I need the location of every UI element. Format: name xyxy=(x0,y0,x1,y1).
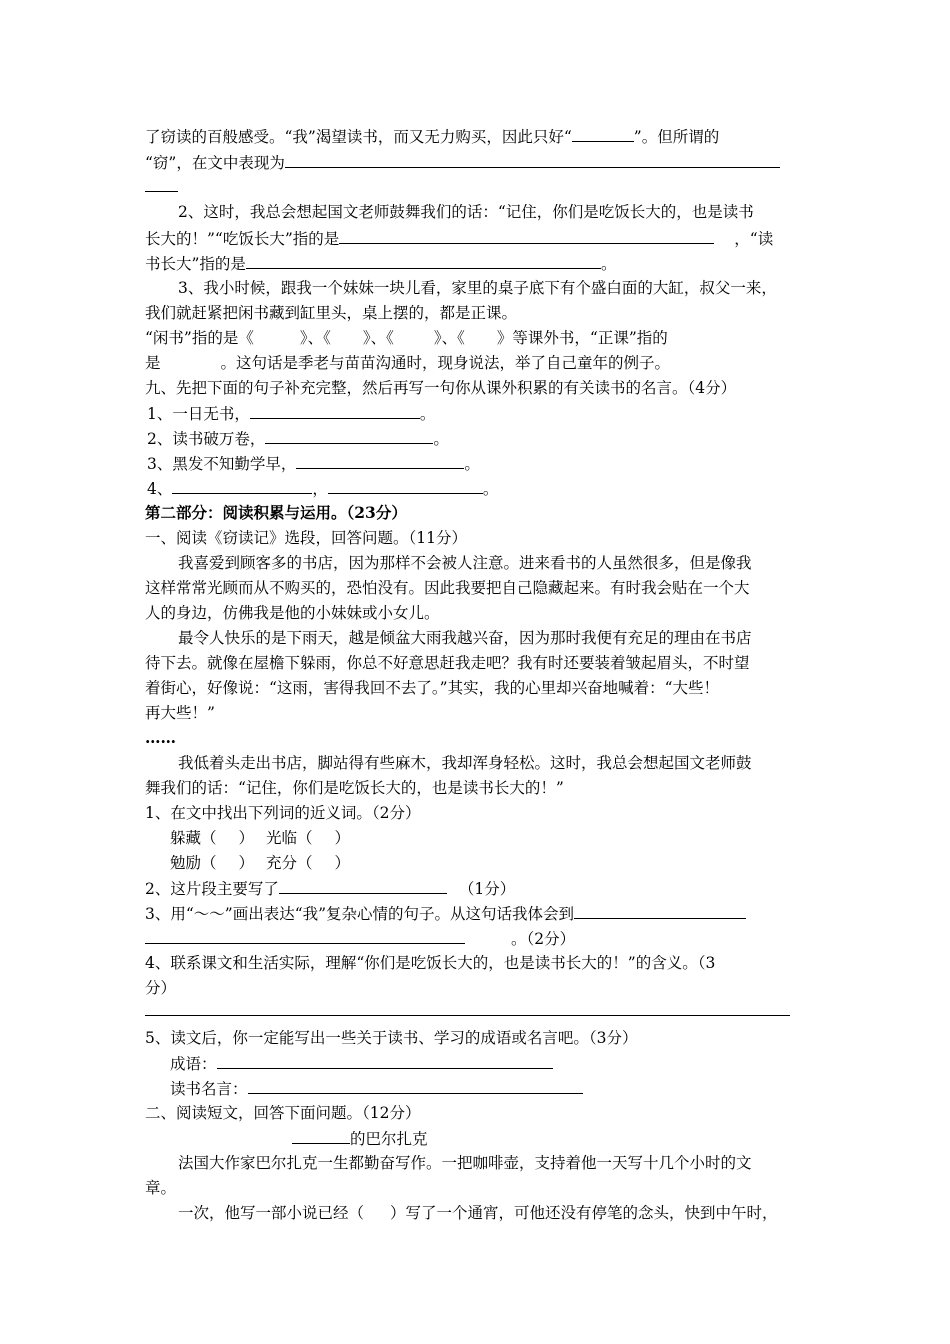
text-span: 。 xyxy=(464,455,480,473)
text-span: 3、用“～～”画出表达“我”复杂心情的句子。从这句话我体会到 xyxy=(145,905,575,923)
passage-line xyxy=(145,603,440,623)
text-line xyxy=(145,1000,790,1021)
answer-blank[interactable] xyxy=(285,152,780,168)
text-span: 4、联系课文和生活实际，理解“你们是吃饭长大的，也是读书长大的！”的含义。（3 xyxy=(145,954,716,972)
question-heading xyxy=(145,528,467,548)
passage-line xyxy=(145,778,564,798)
passage-title xyxy=(292,1128,428,1149)
text-span: 成语： xyxy=(170,1055,217,1073)
answer-blank[interactable] xyxy=(172,478,312,494)
text-line xyxy=(145,126,719,147)
text-span: 九、先把下面的句子补充完整，然后再写一句你从课外积累的有关读书的名言。（4分） xyxy=(145,379,737,397)
text-line xyxy=(147,453,480,474)
idiom-line xyxy=(170,1053,553,1074)
passage-line xyxy=(178,628,752,648)
text-span: 。 xyxy=(419,405,436,423)
text-span: 是 xyxy=(145,354,161,372)
text-span: ”。但所谓的 xyxy=(633,128,720,146)
text-span: 待下去。就像在屋檐下躲雨，你总不好意思赶我走吧？我有时还要装着皱起眉头，不时望 xyxy=(145,654,750,672)
text-span: 最令人快乐的是下雨天，越是倾盆大雨我越兴奋，因为那时我便有充足的理由在书店 xyxy=(178,629,752,647)
text-span: ） xyxy=(334,854,351,872)
text-span: 2、这时，我总会想起国文老师鼓舞我们的话：“记住，你们是吃饭长大的，也是读书 xyxy=(178,203,754,221)
text-span: 。这句话是季老与苗苗沟通时，现身说法，举了自己童年的例子。 xyxy=(220,354,671,372)
section-title xyxy=(145,503,407,523)
answer-blank[interactable] xyxy=(248,1078,583,1094)
text-span: 着街心，好像说：“这雨，害得我回不去了。”其实，我的心里却兴奋地喊着：“大些！ xyxy=(145,679,720,697)
text-span: 。（2分） xyxy=(511,930,576,948)
text-span: 法国大作家巴尔扎克一生都勤奋写作。一把咖啡壶，支持着他一天写十几个小时的文 xyxy=(178,1154,752,1172)
text-span: 3、我小时候，跟我一个妹妹一块儿看，家里的桌子底下有个盛白面的大缸，叔父一来， xyxy=(178,279,777,297)
text-span: 一次，他写一部小说已经（ xyxy=(178,1204,365,1222)
text-span: 分） xyxy=(145,979,177,997)
text-span: “窃”，在文中表现为 xyxy=(145,154,285,172)
text-span: 2、读书破万卷， xyxy=(147,430,266,448)
text-span: 》等课外书，“正课”指的 xyxy=(496,329,668,347)
text-line xyxy=(145,176,178,197)
text-span: ） xyxy=(238,854,255,872)
question-line xyxy=(145,903,746,924)
text-span: 1、一日无书， xyxy=(147,405,250,423)
text-span: 5、读文后，你一定能写出一些关于读书、学习的成语或名言吧。（3分） xyxy=(145,1029,638,1047)
question-heading xyxy=(145,1103,420,1123)
text-line xyxy=(145,328,668,348)
text-span: …… xyxy=(145,728,176,747)
question-line xyxy=(145,978,176,998)
text-span: 书长大”指的是 xyxy=(145,255,246,273)
text-span: 2、这片段主要写了 xyxy=(145,880,279,898)
answer-blank[interactable] xyxy=(339,228,714,244)
text-line xyxy=(147,478,498,499)
text-line xyxy=(178,202,754,222)
text-span: 勉励（ xyxy=(170,854,217,872)
text-span: ， xyxy=(312,480,328,498)
answer-blank[interactable] xyxy=(572,126,634,142)
answer-blank[interactable] xyxy=(145,1000,790,1016)
quote-line xyxy=(170,1078,583,1099)
answer-blank[interactable] xyxy=(328,478,483,494)
text-line xyxy=(145,253,616,274)
text-span: 》、《 xyxy=(433,329,465,347)
text-line xyxy=(145,228,773,249)
text-span: 长大的！”“吃饭长大”指的是 xyxy=(145,230,340,248)
text-span: 充分（ xyxy=(266,854,313,872)
answer-blank[interactable] xyxy=(296,453,464,469)
passage-line xyxy=(145,678,719,698)
question-line xyxy=(145,1028,637,1048)
passage-line xyxy=(178,553,752,573)
passage-line xyxy=(145,1178,176,1198)
text-span: ，“读 xyxy=(734,230,774,248)
text-span: 光临（ xyxy=(266,829,313,847)
text-line xyxy=(178,278,777,298)
text-span: 我低着头走出书店，脚站得有些麻木，我却浑身轻松。这时，我总会想起国文老师鼓 xyxy=(178,754,752,772)
passage-line xyxy=(178,753,752,773)
text-span: ）写了一个通宵，可他还没有停笔的念头，快到中午时， xyxy=(390,1204,778,1222)
question-line xyxy=(145,878,515,899)
question-heading xyxy=(145,378,736,398)
text-span: ） xyxy=(238,829,255,847)
text-span: 这样常常光顾而从不购买的，恐怕没有。因此我要把自己隐藏起来。有时我会贴在一个大 xyxy=(145,579,750,597)
answer-blank[interactable] xyxy=(145,176,178,192)
text-span: 我们就赶紧把闲书藏到缸里头，桌上摆的，都是正课。 xyxy=(145,304,518,322)
text-line xyxy=(147,428,449,449)
text-span: 。 xyxy=(600,255,617,273)
passage-line xyxy=(178,1153,752,1173)
text-span: （1分） xyxy=(458,880,516,898)
answer-blank[interactable] xyxy=(574,903,746,919)
text-span: “闲书”指的是《 xyxy=(145,329,254,347)
text-span: 第二部分：阅读积累与运用。（23分） xyxy=(145,503,407,522)
answer-blank[interactable] xyxy=(246,253,601,269)
passage-line xyxy=(145,578,750,598)
text-span: 我喜爱到顾客多的书店，因为那样不会被人注意。进来看书的人虽然很多，但是像我 xyxy=(178,554,752,572)
text-span: 的巴尔扎克 xyxy=(350,1130,428,1148)
synonym-row xyxy=(170,853,350,873)
text-span: 1、在文中找出下列词的近义词。（2分） xyxy=(145,804,421,822)
answer-blank[interactable] xyxy=(265,428,433,444)
answer-blank[interactable] xyxy=(145,928,465,944)
answer-blank[interactable] xyxy=(250,403,420,419)
question-line xyxy=(145,928,575,949)
text-span: 。 xyxy=(433,430,449,448)
text-span: 了窃读的百般感受。“我”渴望读书，而又无力购买，因此只好“ xyxy=(145,128,572,146)
text-line xyxy=(145,303,517,323)
text-span: 章。 xyxy=(145,1179,177,1197)
passage-line xyxy=(178,1203,778,1223)
text-line xyxy=(147,403,435,424)
text-line xyxy=(145,353,670,373)
text-span: 3、黑发不知勤学早， xyxy=(147,455,297,473)
text-span: 4、 xyxy=(147,480,173,498)
synonym-row xyxy=(170,828,350,848)
answer-blank[interactable] xyxy=(279,878,447,894)
text-span: 躲藏（ xyxy=(170,829,217,847)
text-span: 》、《 xyxy=(299,329,331,347)
answer-blank[interactable] xyxy=(217,1053,553,1069)
text-span: 。 xyxy=(482,480,499,498)
text-span: 》、《 xyxy=(362,329,394,347)
text-span: 一、阅读《窃读记》选段，回答问题。（11分） xyxy=(145,529,467,547)
passage-line xyxy=(145,703,215,723)
ellipsis xyxy=(145,728,176,748)
text-span: 人的身边，仿佛我是他的小妹妹或小女儿。 xyxy=(145,604,440,622)
text-span: 再大些！” xyxy=(145,704,215,722)
text-span: 二、阅读短文，回答下面问题。（12分） xyxy=(145,1104,421,1122)
passage-line xyxy=(145,653,750,673)
text-line xyxy=(145,152,780,173)
answer-blank[interactable] xyxy=(292,1128,350,1144)
text-span: 读书名言： xyxy=(170,1080,248,1098)
question-line xyxy=(145,803,420,823)
text-span: ） xyxy=(334,829,351,847)
text-span: 舞我们的话：“记住，你们是吃饭长大的，也是读书长大的！” xyxy=(145,779,564,797)
question-line xyxy=(145,953,715,973)
